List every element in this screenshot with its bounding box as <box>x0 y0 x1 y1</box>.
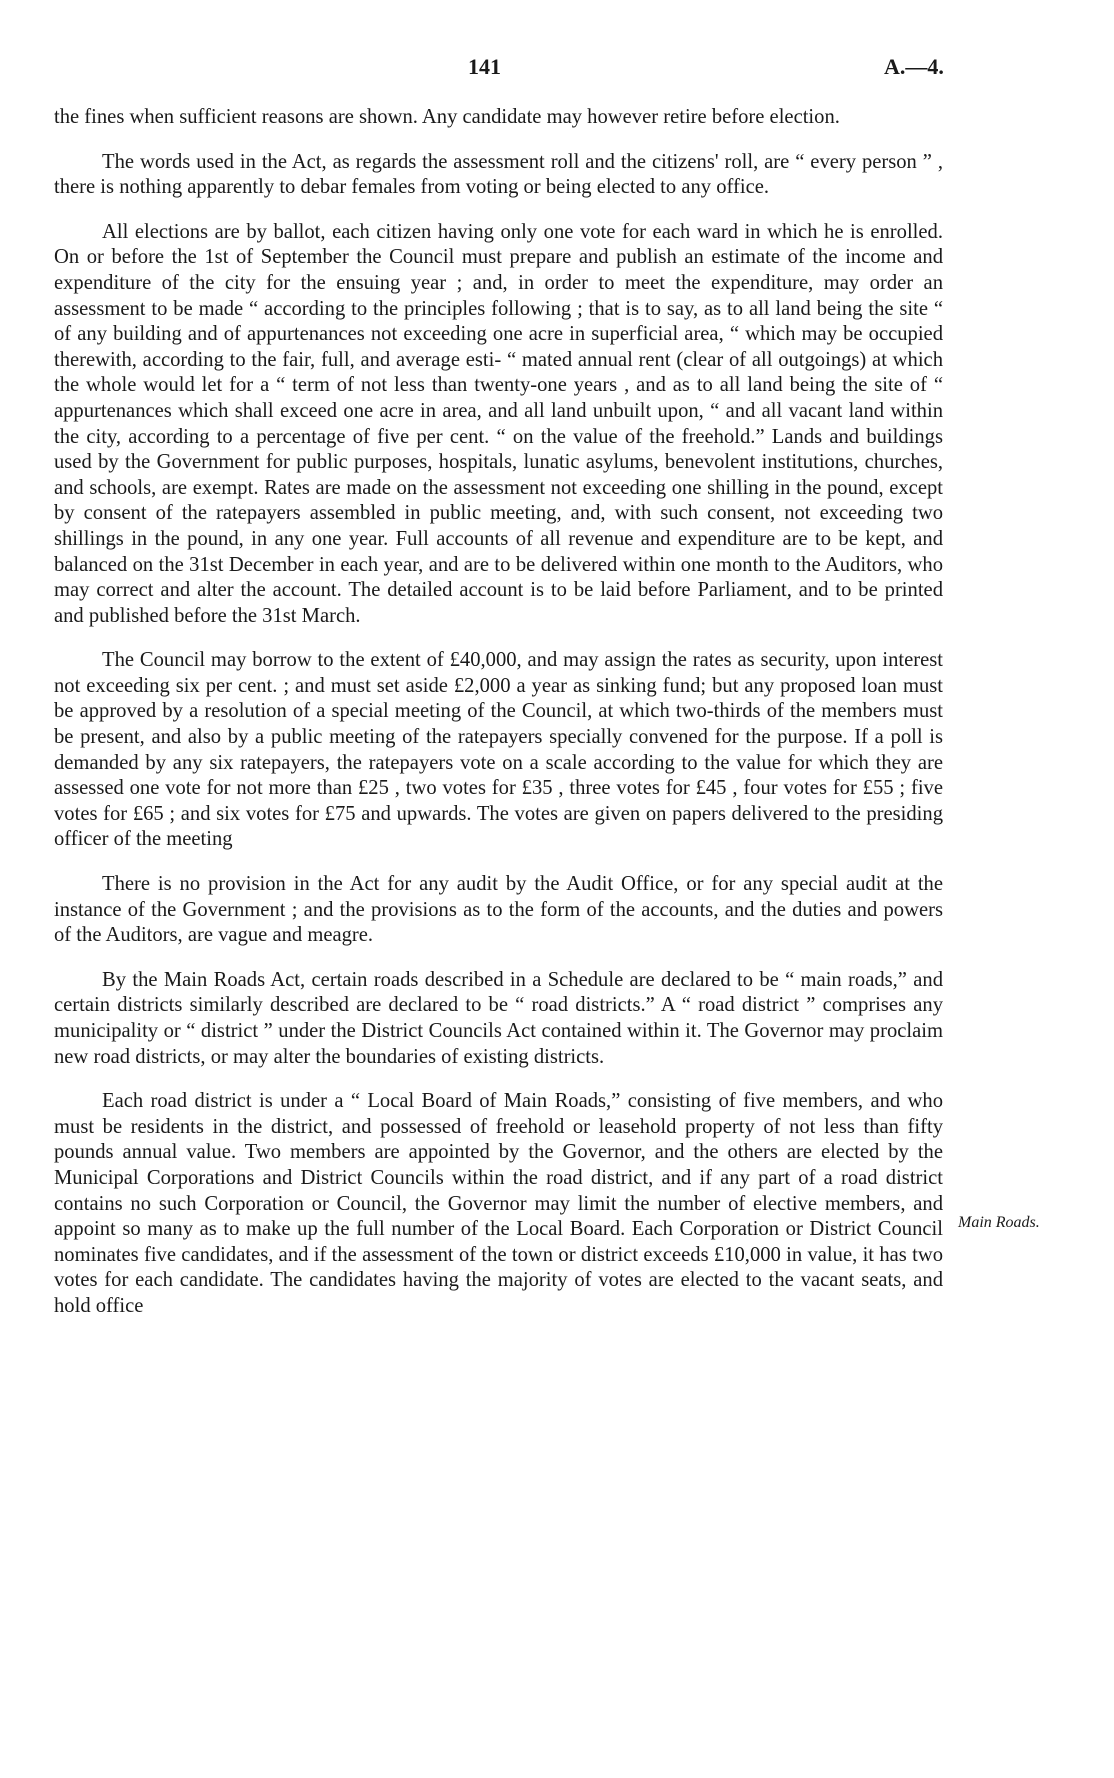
paragraph-council-borrowing: The Council may borrow to the extent of £40,000, and may assign the rates as security, upon interest not exceeding six per cent. ; and must set aside £2,000 a year as sinking fund; but any proposed loan must be approved by a resolution of a special meeting of the Council, at which two-thirds of the members must be present, and also by a public meeting of the ratepayers specially convened for the purpose. If a poll is demanded by any six ratepayers, the ratepayers vote on a scale according to the value for which they are assessed one vote for not more than £25 , two votes for £35 , three votes for £45 , four votes for £55 ; five votes for £65 ; and six votes for £75 and upwards. The votes are given on papers delivered to the presiding officer of the meeting <box>54 649 943 851</box>
paragraph-candidates-retire: the fines when sufficient reasons are shown. Any candidate may however retire before election. <box>54 106 840 128</box>
page-header <box>0 54 1114 84</box>
body-text <box>54 105 943 1339</box>
paragraph-audit-provision: There is no provision in the Act for any audit by the Audit Office, or for any special audit at the instance of the Government ; and the provisions as to the form of the accounts, and the duties and powers of the Auditors, are vague and meagre. <box>54 873 943 947</box>
paragraph-every-person: The words used in the Act, as regards the assessment roll and the citizens' roll, are “ every person ” , there is nothing apparently to debar females from voting or being elected to any office. <box>54 150 943 199</box>
paragraph-main-roads-act: By the Main Roads Act, certain roads described in a Schedule are declared to be “ main roads,” and certain districts similarly described are declared to be “ road districts.” A “ road district ” comprises any municipality or “ district ” under the District Councils Act contained within it. The Governor may proclaim new road districts, or may alter the boundaries of existing districts. <box>54 968 943 1068</box>
page-number: 141 <box>468 54 501 79</box>
paragraph-local-board: Each road district is under a “ Local Board of Main Roads,” consisting of five members, and who must be residents in the district, and possessed of freehold or leasehold property of not less than fifty pounds annual value. Two members are appointed by the Governor, and the others are elected by the Municipal Corporations and District Councils within the road district, and if any part of a road district contains no such Corporation or Council, the Governor may limit the number of elective members, and appoint so many as to make up the full number of the Local Board. Each Corporation or District Council nominates five candidates, and if the assessment of the town or district exceeds £10,000 in value, it has two votes for each candidate. The candidates having the majority of votes are elected to the vacant seats, and hold office <box>54 1090 943 1317</box>
paper-reference: A.—4. <box>884 54 944 79</box>
paragraph-elections-assessment: All elections are by ballot, each citizen having only one vote for each ward in which he is enrolled. On or before the 1st of September the Council must prepare and publish an estimate of the income and expenditure of the city for the ensuing year ; and, in order to meet the expenditure, may order an assessment to be made “ according to the principles following ; that is to say, as to all land being the site “ of any building and of appurtenances not exceeding one acre in superficial area, “ which may be occupied therewith, according to the fair, full, and average esti- “ mated annual rent (clear of all outgoings) at which the whole would let for a “ term of not less than twenty-one years , and as to all land being the site of “ appurtenances which shall exceed one acre in area, and all land unbuilt upon, “ and all vacant land within the city, according to a percentage of five per cent. “ on the value of the freehold.” Lands and buildings used by the Government for public purposes, hospitals, lunatic asylums, benevolent institutions, churches, and schools, are exempt. Rates are made on the assessment not exceeding one shilling in the pound, except by consent of the ratepayers assembled in public meeting, and, with such consent, not exceeding two shillings in the pound, in any one year. Full accounts of all revenue and expenditure are to be kept, and balanced on the 31st December in each year, and are to be delivered within one month to the Auditors, who may correct and alter the account. The detailed account is to be laid before Parliament, and to be printed and published before the 31st March. <box>54 220 943 627</box>
margin-note-main-roads: Main Roads. <box>958 1214 1040 1231</box>
